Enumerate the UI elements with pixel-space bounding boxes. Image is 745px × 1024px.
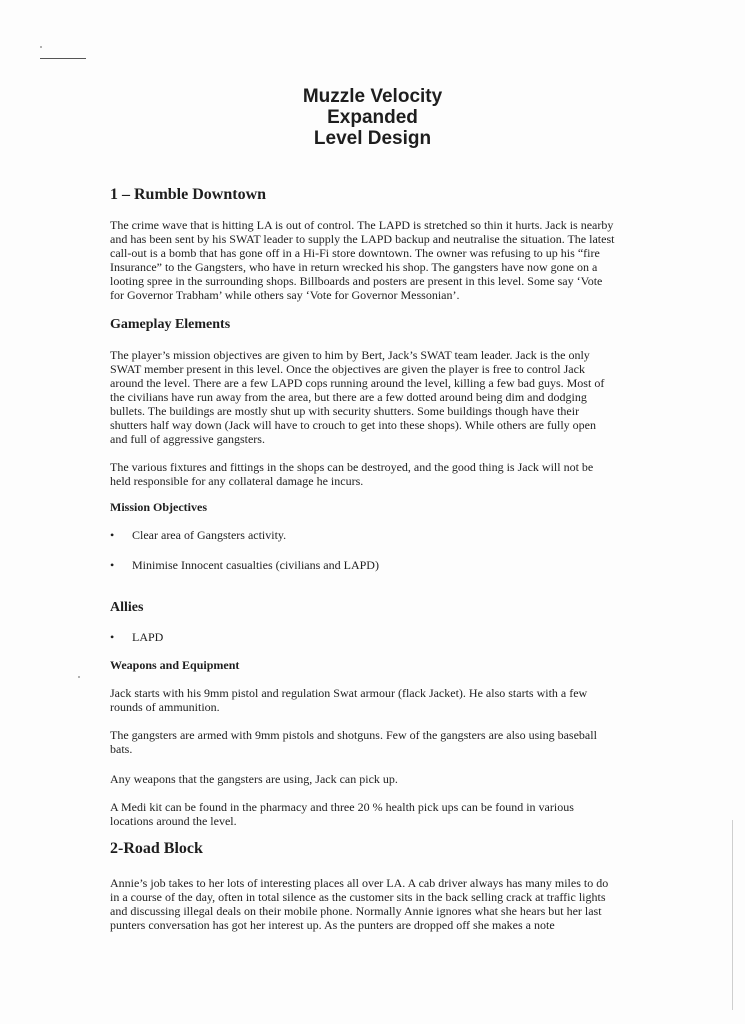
list-item (110, 528, 286, 542)
page-edge (732, 820, 733, 1010)
gameplay-paragraph-2 (110, 460, 615, 488)
paragraph: The gangsters are armed with 9mm pistols and shotguns. Few of the gangsters are also using baseball bats. (110, 728, 597, 756)
document-title (0, 86, 745, 149)
gameplay-paragraph-1 (110, 348, 615, 446)
section-intro (110, 218, 615, 302)
weapons-paragraph-3 (110, 772, 615, 786)
weapons-paragraph-4 (110, 800, 615, 828)
list-item-text: Minimise Innocent casualties (civilians and LAPD) (132, 558, 379, 572)
paragraph: A Medi kit can be found in the pharmacy and three 20 % health pick ups can be found in various locations around the level. (110, 800, 574, 828)
weapons-paragraph-2 (110, 728, 615, 756)
weapons-paragraph-1 (110, 686, 615, 714)
paragraph: Annie’s job takes to her lots of interesting places all over LA. A cab driver always has many miles to do in a course of the day, often in total silence as the customer sits in the back selling crack at traffic lights and discussing illegal deals on their mobile phone. Normally Annie ignores what she hears but her last punters conversation has got her interest up. As the punters are dropped off she makes a note (110, 876, 609, 932)
paragraph: The various fixtures and fittings in the shops can be destroyed, and the good thing is Jack will not be held responsible for any collateral damage he incurs. (110, 460, 594, 488)
scan-dot (40, 46, 42, 48)
bullet-icon: • (110, 630, 115, 644)
paragraph: The player’s mission objectives are given to him by Bert, Jack’s SWAT team leader. Jack is the only SWAT member present in this level. Once the objectives are given the player is free to control Jack around the level. There are a few LAPD cops running around the level, killing a few bad guys. Most of the civilians have run away from the area, but there are a few dotted around being dim and dodging bullets. The buildings are mostly shut up with security shutters. Some buildings though have their shutters half way down (Jack will have to crouch to get into these shops). While others are fully open and full of aggressive gangsters. (110, 348, 605, 446)
scan-mark (40, 58, 86, 59)
title-line: Expanded (327, 107, 418, 128)
list-item (110, 558, 379, 572)
section-heading: 2-Road Block (110, 840, 203, 857)
list-item-text: Clear area of Gangsters activity. (132, 528, 287, 542)
bullet-icon: • (110, 528, 115, 542)
subsection-heading: Weapons and Equipment (110, 658, 240, 672)
paragraph: Any weapons that the gangsters are using, Jack can pick up. (110, 772, 398, 786)
list-item-text: LAPD (132, 630, 164, 644)
list-item (110, 630, 163, 644)
title-line: Level Design (313, 128, 432, 149)
section-intro (110, 876, 615, 932)
title-line: Muzzle Velocity (302, 86, 443, 107)
section-heading: 1 – Rumble Downtown (110, 186, 267, 203)
bullet-icon: • (110, 558, 115, 572)
paragraph: The crime wave that is hitting LA is out of control. The LAPD is stretched so thin it hurts. Jack is nearby and has been sent by his SWAT leader to supply the LAPD backup and neutralise the situation. The latest call-out is a bomb that has gone off in a Hi-Fi store downtown. The owner was refusing to up his “fire Insurance” to the Gangsters, who have in return wrecked his shop. The gangsters have now gone on a looting spree in the surrounding shops. Billboards and posters are present in this level. Some say ‘Vote for Governor Trabham’ while others say ‘Vote for Governor Messonian’. (110, 218, 615, 302)
subsection-heading: Gameplay Elements (110, 317, 231, 332)
subsection-heading: Mission Objectives (110, 500, 207, 514)
subsection-heading: Allies (110, 600, 144, 615)
paragraph: Jack starts with his 9mm pistol and regulation Swat armour (flack Jacket). He also starts with a few rounds of ammunition. (110, 686, 588, 714)
scan-dot (78, 676, 80, 678)
